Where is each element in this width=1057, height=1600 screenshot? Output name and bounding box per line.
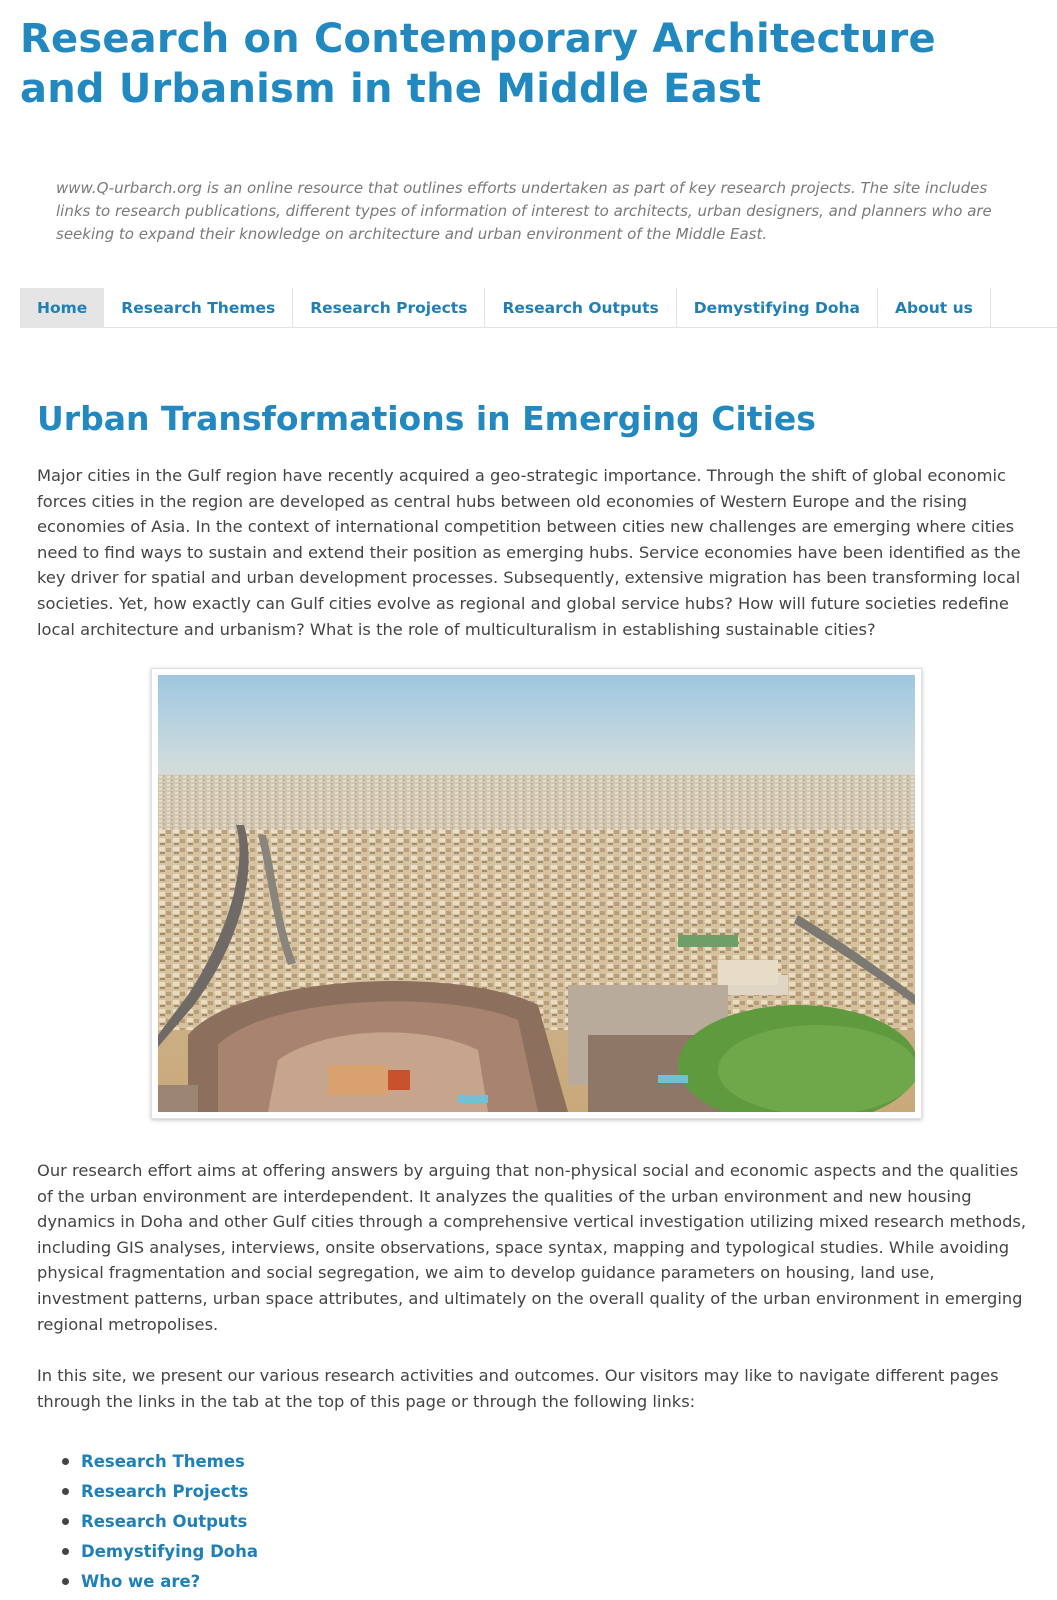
link-research-themes[interactable]: Research Themes xyxy=(81,1451,245,1471)
list-item xyxy=(62,1506,258,1536)
tab-about-us[interactable]: About us xyxy=(878,288,991,327)
quick-links-list xyxy=(62,1446,258,1596)
main-navigation xyxy=(20,288,1057,328)
list-item xyxy=(62,1476,258,1506)
page-heading: Urban Transformations in Emerging Cities xyxy=(37,399,816,438)
link-demystifying-doha[interactable]: Demystifying Doha xyxy=(81,1541,259,1561)
link-research-projects[interactable]: Research Projects xyxy=(81,1481,249,1501)
list-item xyxy=(62,1566,258,1596)
site-tagline: www.Q-urbarch.org is an online resource that outlines efforts undertaken as part of key research projects. The site includes links to research publications, different types of information of interest to architects, urban designers, and planners who are seeking to expand their knowledge on architecture and urban environment of the Middle East. xyxy=(56,179,992,243)
tab-home[interactable]: Home xyxy=(20,288,104,327)
bullet-icon xyxy=(62,1458,69,1465)
bullet-icon xyxy=(62,1518,69,1525)
list-item xyxy=(62,1446,258,1476)
aerial-city-photo xyxy=(158,675,915,1112)
tab-research-projects[interactable]: Research Projects xyxy=(293,288,485,327)
bullet-icon xyxy=(62,1488,69,1495)
bullet-icon xyxy=(62,1578,69,1585)
tab-research-outputs[interactable]: Research Outputs xyxy=(485,288,676,327)
list-item xyxy=(62,1536,258,1566)
site-title: Research on Contemporary Architecture and Urbanism in the Middle East xyxy=(20,16,936,112)
tab-demystifying-doha[interactable]: Demystifying Doha xyxy=(677,288,878,327)
aerial-city-photo-frame xyxy=(151,668,922,1119)
link-who-we-are[interactable]: Who we are? xyxy=(81,1571,201,1591)
tab-research-themes[interactable]: Research Themes xyxy=(104,288,293,327)
intro-paragraph: Major cities in the Gulf region have recently acquired a geo-strategic importance. Through the shift of global economic forces cities in the region are developed as central hubs between old economies of Western Europe and the rising economies of Asia. In the context of international competition between cities new challenges are emerging where cities need to find ways to sustain and extend their position as emerging hubs. Service economies have been identified as the key driver for spatial and urban development processes. Subsequently, extensive migration has been transforming local societies. Yet, how exactly can Gulf cities evolve as regional and global service hubs? How will future societies redefine local architecture and urbanism? What is the role of multiculturalism in establishing sustainable cities? xyxy=(37,466,1021,639)
navigation-paragraph: In this site, we present our various research activities and outcomes. Our visitors may like to navigate different pages through the links in the tab at the top of this page or through the following links: xyxy=(37,1366,999,1411)
bullet-icon xyxy=(62,1548,69,1555)
research-paragraph: Our research effort aims at offering answers by arguing that non-physical social and economic aspects and the qualities of the urban environment are interdependent. It analyzes the qualities of the urban environment and new housing dynamics in Doha and other Gulf cities through a comprehensive vertical investigation utilizing mixed research methods, including GIS analyses, interviews, onsite observations, space syntax, mapping and typological studies. While avoiding physical fragmentation and social segregation, we aim to develop guidance parameters on housing, land use, investment patterns, urban space attributes, and ultimately on the overall quality of the urban environment in emerging regional metropolises. xyxy=(37,1161,1027,1334)
link-research-outputs[interactable]: Research Outputs xyxy=(81,1511,248,1531)
